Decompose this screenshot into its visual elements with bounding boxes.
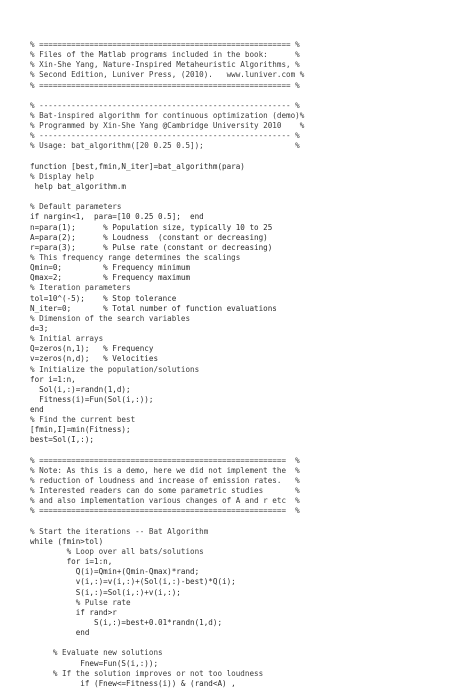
code-line: A=para(2); % Loudness (constant or decreasing) (30, 232, 268, 242)
code-line: % Iteration parameters (30, 283, 131, 293)
code-line: % ======================================================= % (30, 80, 300, 90)
code-line: r=para(3); % Pulse rate (constant or decreasing) (30, 242, 273, 252)
code-line (30, 517, 304, 527)
code-line: function [best,fmin,N_iter]=bat_algorithm(para) (30, 161, 245, 171)
code-line: if (Fnew<=Fitness(i)) & (rand<A) , (30, 678, 236, 688)
code-line: % Second Edition, Luniver Press, (2010). www.luniver.com % (30, 70, 305, 80)
code-line: Fitness(i)=Fun(Sol(i,:)); (30, 394, 154, 404)
code-line: [fmin,I]=min(Fitness); (30, 425, 131, 435)
code-line: d=3; (30, 323, 49, 333)
code-line (30, 152, 304, 162)
code-line: % Files of the Matlab programs included in the book: % (30, 50, 300, 60)
code-line: % Evaluate new solutions (30, 648, 163, 658)
code-line: if nargin<1, para=[10 0.25 0.5]; end (30, 212, 204, 222)
code-line: % Interested readers can do some parametric studies % (30, 486, 300, 496)
code-line: for i=1:n, (30, 374, 76, 384)
code-line: % and also implementation various changes of A and r etc % (30, 496, 300, 506)
code-line: % Usage: bat_algorithm([20 0.25 0.5]); % (30, 141, 300, 151)
code-line: if rand>r (30, 607, 117, 617)
code-line: % This frequency range determines the scalings (30, 252, 241, 262)
code-line: Qmax=2; % Frequency maximum (30, 273, 191, 283)
code-line: % Initialize the population/solutions (30, 364, 200, 374)
code-line: % Default parameters (30, 202, 122, 212)
code-line (30, 91, 304, 101)
code-line: tol=10^(-5); % Stop tolerance (30, 293, 177, 303)
code-line: % ------------------------------------------------------- % (30, 100, 300, 110)
code-line: help bat_algorithm.m (30, 181, 127, 191)
code-line: % Pulse rate (30, 597, 131, 607)
code-line: end (30, 628, 90, 638)
code-line: Q(i)=Qmin+(Qmin-Qmax)*rand; (30, 567, 200, 577)
code-line: % ------------------------------------------------------- % (30, 131, 300, 141)
code-line: % Programmed by Xin-She Yang @Cambridge University 2010 % (30, 121, 305, 131)
code-line (30, 446, 304, 456)
code-line: best=Sol(I,:); (30, 435, 95, 445)
code-line: N_iter=0; % Total number of function evaluations (30, 303, 277, 313)
code-line: % Loop over all bats/solutions (30, 547, 204, 557)
code-line: % Initial arrays (30, 334, 104, 344)
matlab-code-listing (30, 40, 304, 689)
code-line: % Dimension of the search variables (30, 313, 191, 323)
code-line: for i=1:n, (30, 557, 113, 567)
code-line: % reduction of loudness and increase of emission rates. % (30, 476, 300, 486)
code-line: Fnew=Fun(S(i,:)); (30, 658, 159, 668)
code-line: % Display help (30, 171, 95, 181)
code-line: v(i,:)=v(i,:)+(Sol(i,:)-best)*Q(i); (30, 577, 236, 587)
code-line: % If the solution improves or not too loudness (30, 668, 264, 678)
code-line: end (30, 405, 44, 415)
code-line: Q=zeros(n,1); % Frequency (30, 344, 154, 354)
code-line: v=zeros(n,d); % Velocities (30, 354, 159, 364)
code-line: % ====================================================== % (30, 506, 300, 516)
code-line: % Bat-inspired algorithm for continuous optimization (demo)% (30, 110, 305, 120)
code-line (30, 192, 304, 202)
code-line: % Start the iterations -- Bat Algorithm (30, 526, 209, 536)
code-line: % ====================================================== % (30, 455, 300, 465)
code-line: % ======================================================= % (30, 40, 300, 49)
code-line: Qmin=0; % Frequency minimum (30, 263, 191, 273)
code-line: S(i,:)=best+0.01*randn(1,d); (30, 618, 223, 628)
code-line: % Find the current best (30, 415, 136, 425)
code-line: % Note: As this is a demo, here we did not implement the % (30, 465, 300, 475)
code-line: while (fmin>tol) (30, 536, 104, 546)
code-line: S(i,:)=Sol(i,:)+v(i,:); (30, 587, 181, 597)
code-line: n=para(1); % Population size, typically 10 to 25 (30, 222, 273, 232)
code-line: % Xin-She Yang, Nature-Inspired Metaheuristic Algorithms, % (30, 60, 300, 70)
code-line: Sol(i,:)=randn(1,d); (30, 384, 131, 394)
